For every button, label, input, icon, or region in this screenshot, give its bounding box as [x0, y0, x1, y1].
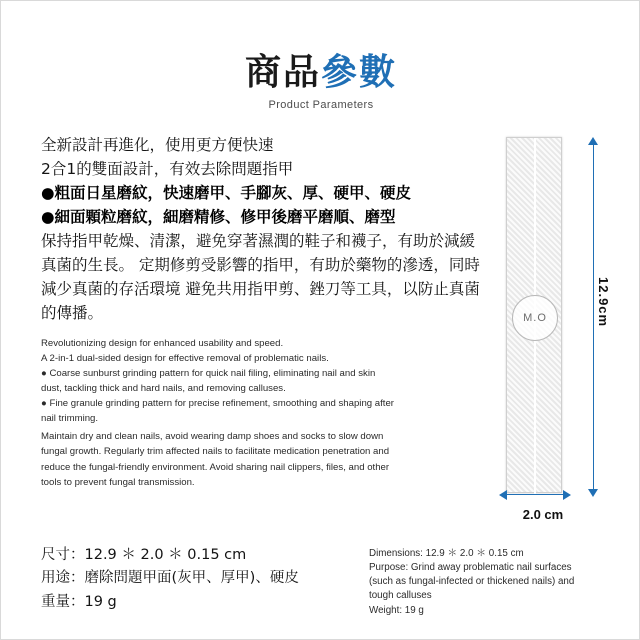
intro-line-2: 2合1的雙面設計，有效去除問題指甲	[41, 160, 294, 179]
spec-size-cn: 尺寸：12.9 ＊ 2.0 ＊ 0.15 cm	[41, 547, 247, 563]
width-dimension	[499, 485, 579, 522]
spec-purpose-en-1: Purpose: Grind away problematic nail surfaces	[369, 562, 572, 574]
page-subtitle: Product Parameters	[268, 98, 374, 111]
page-title-part2: 參數	[321, 52, 398, 93]
height-dimension	[584, 137, 618, 497]
en-line-9: reduce the fungal-friendly environment. Avoid sharing nail clippers, files, and other	[41, 461, 390, 473]
arrow-down-icon	[588, 489, 598, 497]
spec-dimensions-en: Dimensions: 12.9 ＊ 2.0 ＊ 0.15 cm	[369, 548, 524, 559]
specs-english	[369, 547, 619, 618]
width-dimension-line	[505, 494, 565, 495]
en-line-1: Revolutionizing design for enhanced usability and speed.	[41, 338, 284, 350]
en-line-10: tools to prevent fungal transmission.	[41, 476, 195, 488]
width-label: 2.0 cm	[522, 507, 564, 522]
en-line-6: nail trimming.	[41, 413, 99, 425]
arrow-right-icon	[563, 490, 571, 500]
feature-bullet-1: ●粗面日星磨紋，快速磨甲、手腳灰、厚、硬甲、硬皮	[41, 184, 412, 203]
en-line-2: A 2-in-1 dual-sided design for effective removal of problematic nails.	[41, 353, 329, 365]
spec-purpose-en-2: (such as fungal-infected or thickened nails) and	[369, 576, 575, 588]
spec-weight-en: Weight: 19 g	[369, 604, 424, 616]
en-line-8: fungal growth. Regularly trim affected nails to facilitate medication penetration and	[41, 446, 390, 458]
specs-chinese	[41, 544, 341, 614]
page-title	[1, 53, 640, 93]
description-column	[41, 133, 481, 491]
arrow-left-icon	[499, 490, 507, 500]
intro-line-1: 全新設計再進化，使用更方便快速	[41, 136, 274, 154]
english-description	[41, 337, 461, 488]
page-title-block	[1, 53, 640, 111]
en-line-3: ● Coarse sunburst grinding pattern for quick nail filing, eliminating nail and skin	[41, 368, 376, 380]
en-line-5: ● Fine granule grinding pattern for precise refinement, smoothing and shaping after	[41, 398, 394, 410]
spec-purpose-en-3: tough calluses	[369, 590, 432, 602]
care-paragraph: 保持指甲乾燥、清潔，避免穿著濕潤的鞋子和襪子，有助於減緩真菌的生長。 定期修剪受影響的指甲，有助於藥物的滲透，同時減少真菌的存活環境 避免共用指甲剪、銼刀等工具，以防止真菌的傳播。	[41, 232, 480, 323]
height-label: 12.9cm	[596, 277, 611, 328]
height-dimension-line	[593, 143, 594, 491]
brand-badge: M.O	[512, 295, 558, 341]
spec-usage-cn: 用途：磨除問題甲面(灰甲、厚甲)、硬皮	[41, 570, 299, 587]
spec-weight-cn: 重量：19 g	[41, 593, 117, 610]
page-title-part1: 商品	[244, 52, 321, 93]
product-image	[506, 137, 576, 497]
en-line-7: Maintain dry and clean nails, avoid wearing damp shoes and socks to slow down	[41, 431, 384, 443]
en-line-4: dust, tackling thick and hard nails, and removing calluses.	[41, 383, 286, 395]
feature-bullet-2: ●細面顆粒磨紋，細磨精修、修甲後磨平磨順、磨型	[41, 208, 396, 227]
